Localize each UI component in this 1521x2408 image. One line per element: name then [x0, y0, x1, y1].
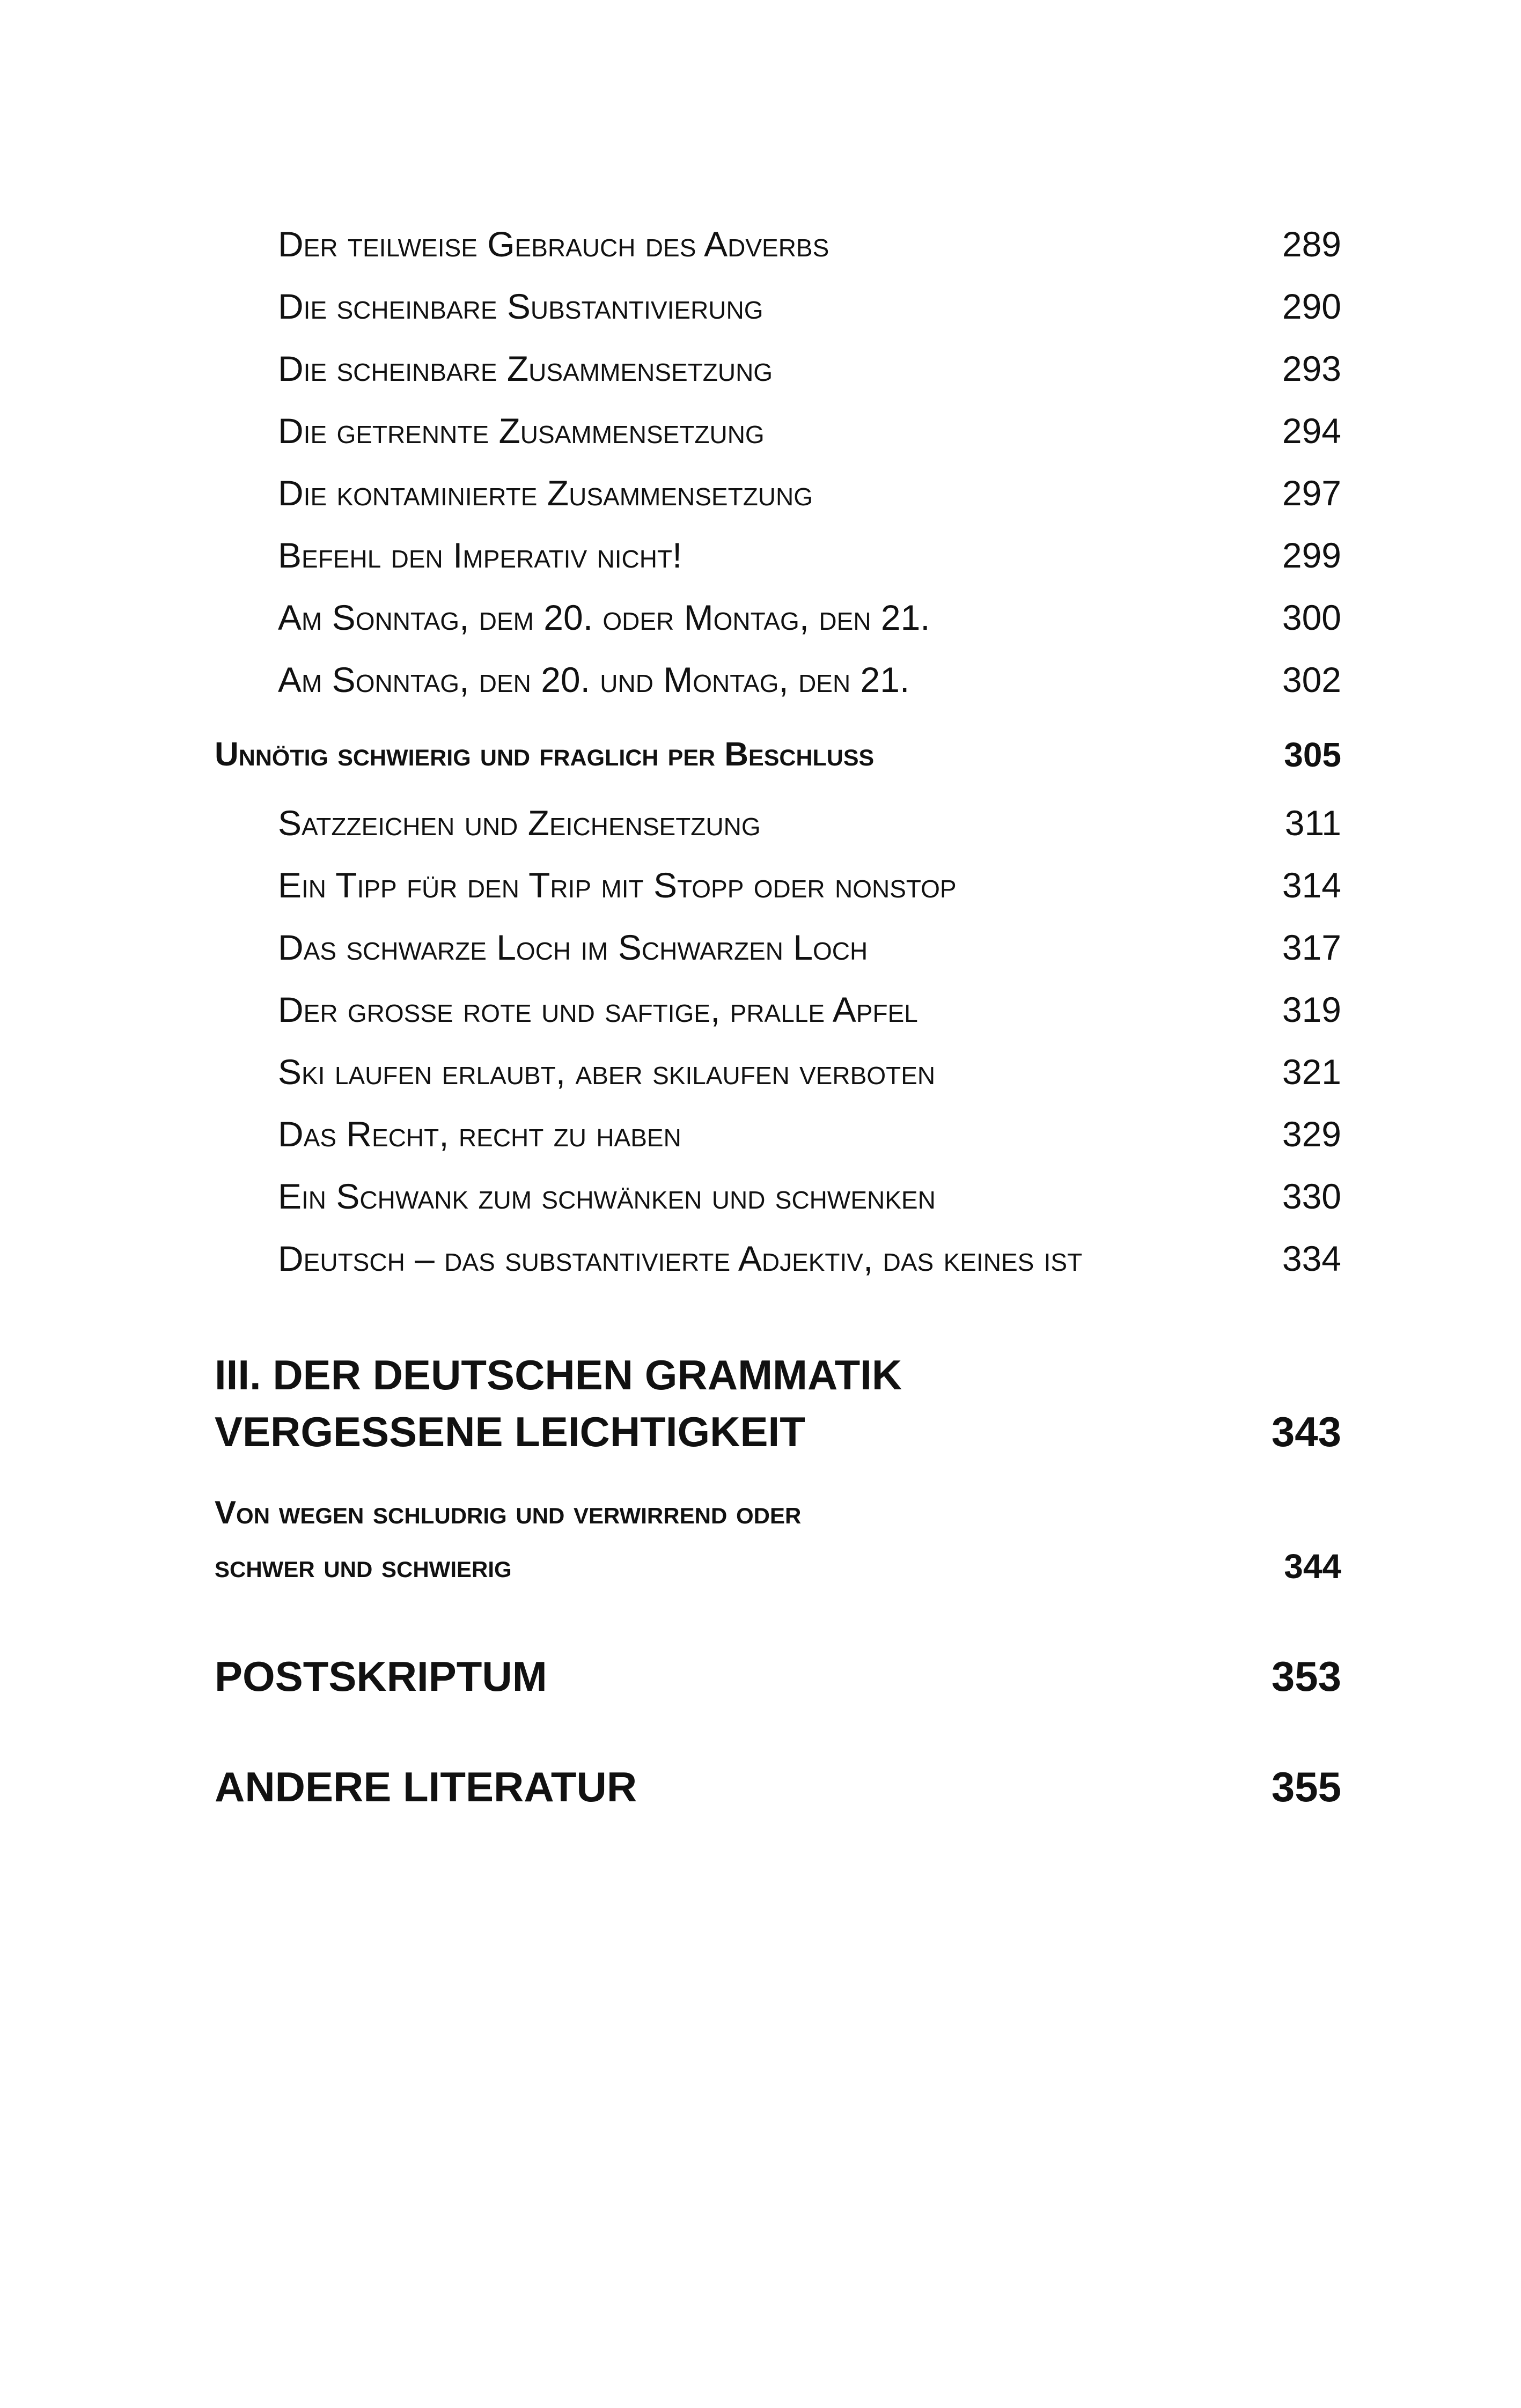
toc-entry-page: 330 — [1282, 1176, 1341, 1216]
toc-entry-title: Ein Schwank zum schwänken und schwenken — [278, 1176, 936, 1216]
toc-entry-page: 321 — [1282, 1052, 1341, 1092]
toc-chapter-title-line1: III. DER DEUTSCHEN GRAMMATIK — [215, 1351, 902, 1398]
toc-entry[interactable] — [215, 1113, 1341, 1155]
toc-entry[interactable] — [215, 1175, 1341, 1218]
toc-entry-page: 319 — [1282, 990, 1341, 1029]
toc-postskriptum[interactable] — [215, 1648, 1341, 1705]
toc-entry-page: 289 — [1282, 224, 1341, 264]
toc-entry-title: Befehl den Imperativ nicht! — [278, 535, 682, 575]
toc-entry[interactable] — [215, 472, 1341, 514]
toc-entry-title: Das Recht, recht zu haben — [278, 1114, 681, 1154]
toc-entry-page: 293 — [1282, 349, 1341, 388]
toc-section-title: Unnötig schwierig und fraglich per Beschluss — [215, 736, 875, 773]
toc-entry-page: 299 — [1282, 535, 1341, 575]
toc-entry-title: Die kontaminierte Zusammensetzung — [278, 473, 813, 513]
toc-entry-title: Ein Tipp für den Trip mit Stopp oder nonstop — [278, 865, 957, 905]
toc-andere-literatur-title: ANDERE LITERATUR — [215, 1763, 637, 1810]
toc-entry[interactable] — [215, 658, 1341, 701]
toc-entry-title: Ski laufen erlaubt, aber skilaufen verboten — [278, 1052, 936, 1092]
toc-chapter-title-line2: VERGESSENE LEICHTIGKEIT — [215, 1408, 805, 1455]
toc-section-title-line2: schwer und schwierig — [215, 1548, 512, 1584]
toc-entry-title: Die scheinbare Substantivierung — [278, 286, 763, 326]
toc-entry[interactable] — [215, 1050, 1341, 1093]
toc-entry[interactable] — [215, 347, 1341, 390]
toc-entry[interactable] — [215, 801, 1341, 844]
toc-entry-title: Die scheinbare Zusammensetzung — [278, 349, 773, 388]
toc-entry-title: Satzzeichen und Zeichensetzung — [278, 803, 761, 843]
toc-entry[interactable] — [215, 988, 1341, 1031]
toc-chapter-page: 343 — [1271, 1408, 1341, 1455]
toc-entry[interactable] — [215, 926, 1341, 969]
toc-entry-page: 314 — [1282, 865, 1341, 905]
toc-entry[interactable] — [215, 534, 1341, 577]
toc-entry-title: Deutsch – das substantivierte Adjektiv, das keines ist — [278, 1239, 1083, 1278]
toc-entry[interactable] — [215, 409, 1341, 452]
toc-entry-title: Das schwarze Loch im Schwarzen Loch — [278, 927, 868, 967]
toc-section-page: 344 — [1284, 1547, 1341, 1586]
toc-section-title-line1: Von wegen schludrig und verwirrend oder — [215, 1494, 802, 1530]
toc-entry[interactable] — [215, 223, 1341, 266]
toc-entry-page: 300 — [1282, 598, 1341, 637]
toc-section-von-wegen[interactable] — [215, 1486, 1341, 1593]
toc-section-page: 305 — [1284, 735, 1341, 774]
toc-andere-literatur-page: 355 — [1271, 1763, 1341, 1810]
toc-chapter-iii[interactable] — [215, 1346, 1341, 1460]
toc-entry-page: 329 — [1282, 1114, 1341, 1154]
toc-entry[interactable] — [215, 864, 1341, 907]
toc-entry-title: Der große rote und saftige, pralle Apfel — [278, 990, 918, 1029]
toc-entry-page: 297 — [1282, 473, 1341, 513]
toc-entry-page: 290 — [1282, 286, 1341, 326]
toc-entry-page: 334 — [1282, 1239, 1341, 1278]
toc-entry-title: Am Sonntag, den 20. und Montag, den 21. — [278, 660, 910, 699]
toc-entry-title: Am Sonntag, dem 20. oder Montag, den 21. — [278, 598, 930, 637]
toc-entry[interactable] — [215, 596, 1341, 639]
toc-postskriptum-title: POSTSKRIPTUM — [215, 1653, 547, 1700]
toc-section[interactable] — [215, 733, 1341, 776]
toc-entry-page: 317 — [1282, 927, 1341, 967]
toc-entry[interactable] — [215, 1237, 1341, 1280]
toc-postskriptum-page: 353 — [1271, 1653, 1341, 1700]
toc-entry-title: Der teilweise Gebrauch des Adverbs — [278, 224, 829, 264]
toc-entry-page: 302 — [1282, 660, 1341, 699]
toc-entry[interactable] — [215, 285, 1341, 328]
toc-entry-title: Die getrennte Zusammensetzung — [278, 411, 765, 451]
toc-entry-page: 311 — [1284, 803, 1341, 843]
toc-andere-literatur[interactable] — [215, 1758, 1341, 1815]
toc-entry-page: 294 — [1282, 411, 1341, 451]
